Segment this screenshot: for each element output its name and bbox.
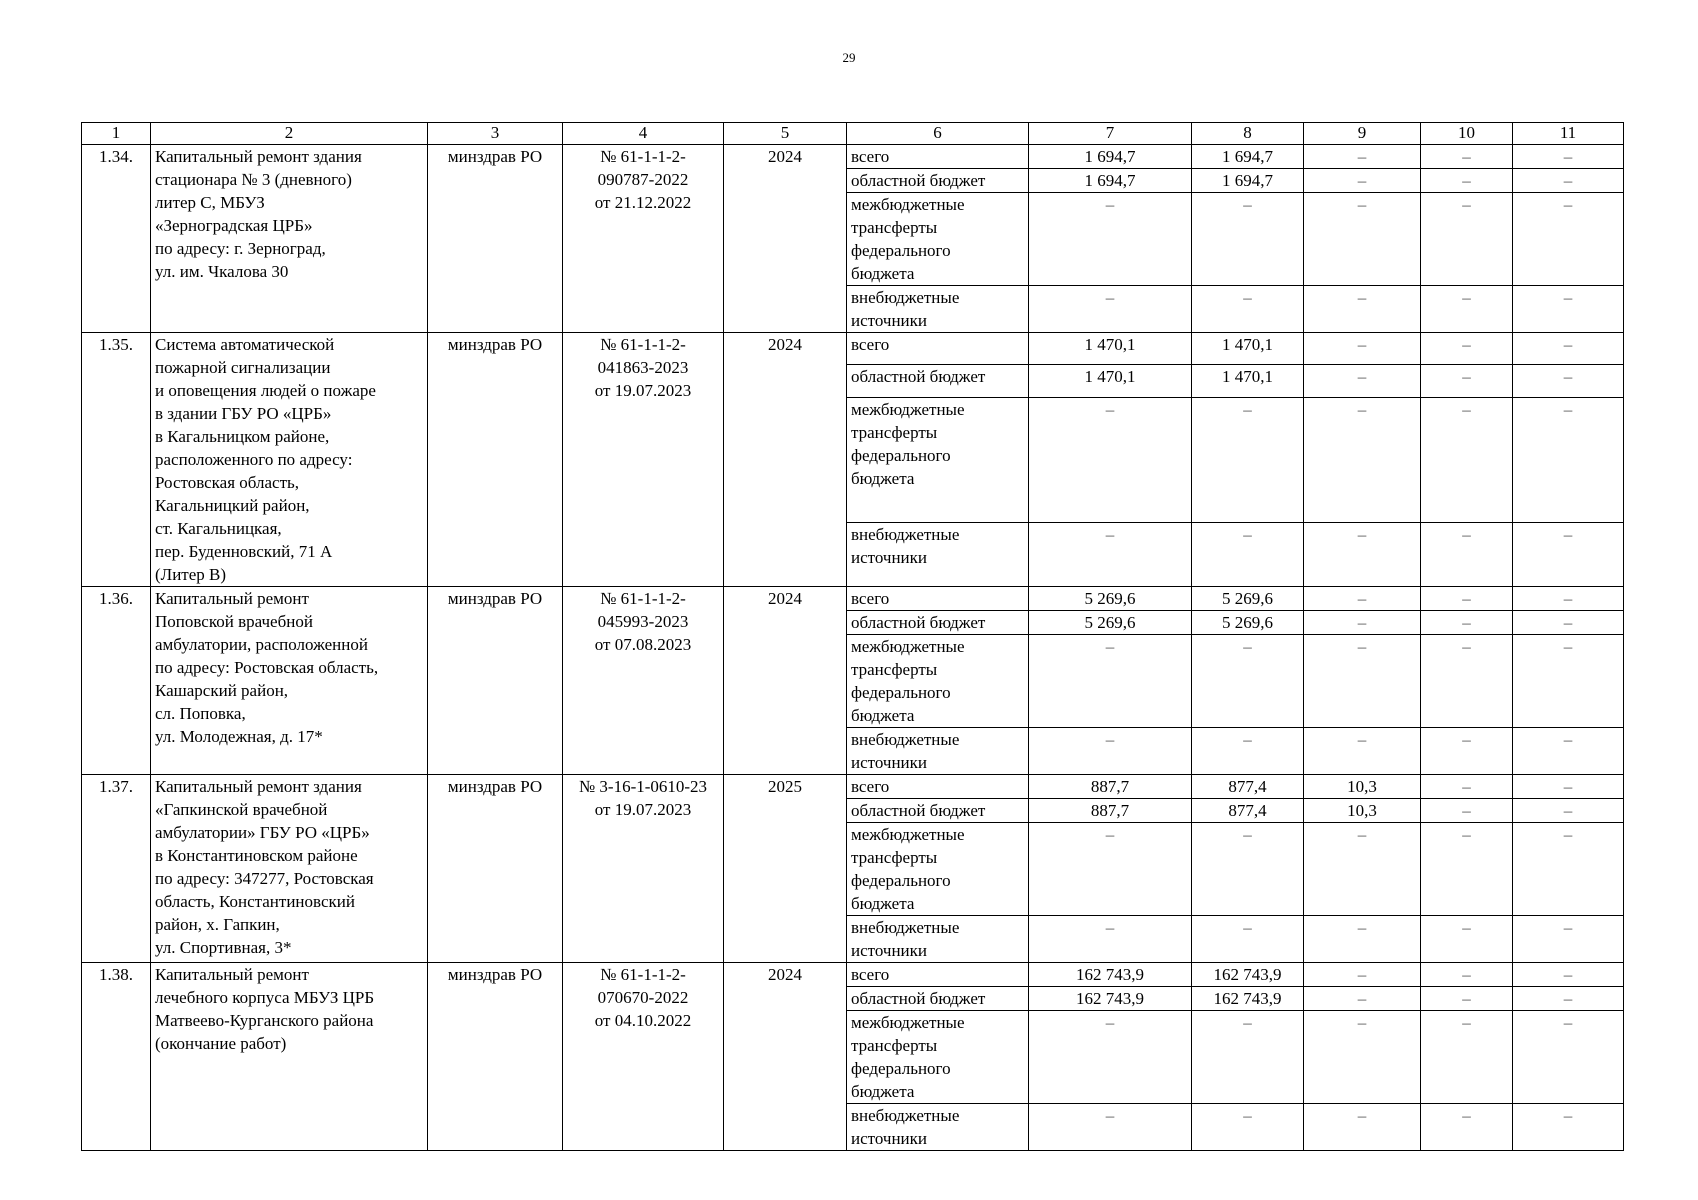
funding-source-line: бюджета xyxy=(851,468,915,488)
header-row xyxy=(82,123,1624,145)
column-header: 4 xyxy=(563,123,724,145)
funding-source xyxy=(847,169,1029,193)
amount-cell: – xyxy=(1304,1011,1421,1104)
expertise-conclusion-line: 070670-2022 xyxy=(597,988,689,1007)
completion-year: 2024 xyxy=(724,963,847,1151)
item-number: 1.35. xyxy=(82,333,151,587)
table-row xyxy=(82,775,1624,799)
amount-cell: – xyxy=(1513,365,1624,397)
item-number: 1.36. xyxy=(82,587,151,775)
table-row xyxy=(82,333,1624,365)
amount-cell: – xyxy=(1421,1011,1513,1104)
amount-cell: 162 743,9 xyxy=(1029,987,1192,1011)
amount-cell: – xyxy=(1304,286,1421,333)
funding-source xyxy=(847,397,1029,523)
funding-source xyxy=(847,963,1029,987)
expertise-conclusion-line: № 61-1-1-2- xyxy=(600,589,686,608)
amount-cell: 877,4 xyxy=(1192,799,1304,823)
funding-source-line: областной бюджет xyxy=(851,613,986,632)
amount-cell: 887,7 xyxy=(1029,799,1192,823)
funding-source-line: федерального xyxy=(851,445,951,465)
object-name-line: ул. Спортивная, 3* xyxy=(155,938,292,957)
funding-source-line: источники xyxy=(851,1129,928,1148)
expertise-conclusion xyxy=(563,587,724,775)
table-row xyxy=(82,145,1624,169)
amount-cell: – xyxy=(1029,193,1192,286)
object-name-line: Ростовская область, xyxy=(155,473,300,492)
amount-cell: – xyxy=(1421,587,1513,611)
funding-source xyxy=(847,611,1029,635)
amount-cell: – xyxy=(1513,963,1624,987)
funding-table xyxy=(81,122,1624,1151)
object-name-line: ст. Кагальницкая, xyxy=(155,519,282,538)
object-name-line: область, Константиновский xyxy=(155,892,355,911)
funding-source-line: внебюджетные xyxy=(851,288,960,307)
funding-source xyxy=(847,1104,1029,1151)
amount-cell: 1 694,7 xyxy=(1029,145,1192,169)
amount-cell: – xyxy=(1513,728,1624,775)
funding-source xyxy=(847,728,1029,775)
object-name-line: (Литер В) xyxy=(155,565,227,584)
funding-source-line: трансферты xyxy=(851,660,938,679)
amount-cell: – xyxy=(1304,916,1421,963)
object-name-line: по адресу: г. Зерноград, xyxy=(155,239,326,258)
amount-cell: – xyxy=(1421,365,1513,397)
amount-cell: – xyxy=(1192,193,1304,286)
object-name-line: Капитальный ремонт xyxy=(155,589,309,608)
funding-source-line: внебюджетные xyxy=(851,525,960,545)
funding-source-line: источники xyxy=(851,311,928,330)
amount-cell: 10,3 xyxy=(1304,775,1421,799)
object-name-line: Система автоматической xyxy=(155,335,335,354)
funding-source xyxy=(847,1011,1029,1104)
amount-cell: – xyxy=(1421,799,1513,823)
object-name-line: по адресу: Ростовская область, xyxy=(155,658,379,677)
expertise-conclusion xyxy=(563,963,724,1151)
amount-cell: – xyxy=(1029,1011,1192,1104)
amount-cell: – xyxy=(1421,728,1513,775)
amount-cell: – xyxy=(1421,775,1513,799)
funding-source xyxy=(847,193,1029,286)
amount-cell: – xyxy=(1192,823,1304,916)
amount-cell: – xyxy=(1421,145,1513,169)
object-name-line: стационара № 3 (дневного) xyxy=(155,170,352,189)
amount-cell: – xyxy=(1421,193,1513,286)
column-header: 6 xyxy=(847,123,1029,145)
funding-source-line: федерального xyxy=(851,683,951,702)
page-number: 29 xyxy=(842,50,856,65)
amount-cell: – xyxy=(1513,1104,1624,1151)
funding-source-line: межбюджетные xyxy=(851,825,965,844)
amount-cell: – xyxy=(1192,397,1304,523)
object-name-line: амбулатории, расположенной xyxy=(155,635,368,654)
amount-cell: 5 269,6 xyxy=(1192,587,1304,611)
amount-cell: – xyxy=(1513,823,1624,916)
object-name-line: амбулатории» ГБУ РО «ЦРБ» xyxy=(155,823,370,842)
funding-source xyxy=(847,823,1029,916)
expertise-conclusion-line: 090787-2022 xyxy=(597,170,689,189)
amount-cell: – xyxy=(1513,193,1624,286)
object-name-line: пожарной сигнализации xyxy=(155,358,331,377)
column-header: 5 xyxy=(724,123,847,145)
expertise-conclusion-line: 041863-2023 xyxy=(597,358,689,377)
amount-cell: – xyxy=(1513,286,1624,333)
funding-source-line: межбюджетные xyxy=(851,1013,965,1032)
funding-source-line: межбюджетные xyxy=(851,195,965,214)
object-name xyxy=(151,587,428,775)
table-row xyxy=(82,587,1624,611)
amount-cell: – xyxy=(1421,635,1513,728)
amount-cell: – xyxy=(1513,1011,1624,1104)
amount-cell: – xyxy=(1421,397,1513,523)
customer: минздрав РО xyxy=(428,963,563,1151)
column-header: 9 xyxy=(1304,123,1421,145)
amount-cell: – xyxy=(1304,587,1421,611)
expertise-conclusion-line: № 61-1-1-2- xyxy=(600,147,686,166)
funding-source xyxy=(847,286,1029,333)
amount-cell: – xyxy=(1513,333,1624,365)
amount-cell: – xyxy=(1304,523,1421,587)
funding-source-line: всего xyxy=(851,335,890,354)
amount-cell: – xyxy=(1304,365,1421,397)
customer: минздрав РО xyxy=(428,587,563,775)
funding-source xyxy=(847,523,1029,587)
object-name-line: (окончание работ) xyxy=(155,1034,287,1053)
object-name-line: пер. Буденновский, 71 А xyxy=(155,542,333,561)
completion-year: 2024 xyxy=(724,145,847,333)
column-header: 3 xyxy=(428,123,563,145)
amount-cell: – xyxy=(1304,635,1421,728)
object-name-line: Капитальный ремонт xyxy=(155,965,309,984)
amount-cell: – xyxy=(1192,916,1304,963)
column-header: 2 xyxy=(151,123,428,145)
funding-source-line: трансферты xyxy=(851,1036,938,1055)
amount-cell: – xyxy=(1421,987,1513,1011)
funding-source-line: бюджета xyxy=(851,706,915,725)
amount-cell: – xyxy=(1192,1011,1304,1104)
table-body xyxy=(82,145,1624,1151)
amount-cell: – xyxy=(1421,333,1513,365)
amount-cell: – xyxy=(1029,286,1192,333)
expertise-conclusion-line: № 3-16-1-0610-23 xyxy=(578,777,708,796)
funding-source-line: бюджета xyxy=(851,1082,915,1101)
expertise-conclusion-line: от 19.07.2023 xyxy=(594,800,692,819)
amount-cell: 1 694,7 xyxy=(1192,169,1304,193)
amount-cell: 5 269,6 xyxy=(1029,587,1192,611)
object-name-line: Капитальный ремонт здания xyxy=(155,777,362,796)
amount-cell: – xyxy=(1513,587,1624,611)
amount-cell: – xyxy=(1029,397,1192,523)
amount-cell: 162 743,9 xyxy=(1192,963,1304,987)
object-name-line: в здании ГБУ РО «ЦРБ» xyxy=(155,404,332,423)
object-name xyxy=(151,963,428,1151)
amount-cell: – xyxy=(1513,987,1624,1011)
amount-cell: – xyxy=(1421,286,1513,333)
funding-source-line: федерального xyxy=(851,1059,951,1078)
amount-cell: – xyxy=(1304,1104,1421,1151)
column-header: 8 xyxy=(1192,123,1304,145)
funding-source-line: внебюджетные xyxy=(851,1106,960,1125)
amount-cell: – xyxy=(1513,635,1624,728)
amount-cell: 5 269,6 xyxy=(1029,611,1192,635)
funding-source xyxy=(847,145,1029,169)
funding-source-line: трансферты xyxy=(851,848,938,867)
amount-cell: – xyxy=(1304,193,1421,286)
funding-source-line: областной бюджет xyxy=(851,171,986,190)
amount-cell: – xyxy=(1421,1104,1513,1151)
amount-cell: – xyxy=(1192,523,1304,587)
table-row xyxy=(82,963,1624,987)
funding-source xyxy=(847,587,1029,611)
funding-source-line: источники xyxy=(851,941,928,960)
amount-cell: 1 694,7 xyxy=(1192,145,1304,169)
amount-cell: 1 470,1 xyxy=(1192,333,1304,365)
funding-source-line: трансферты xyxy=(851,422,938,442)
amount-cell: – xyxy=(1304,611,1421,635)
funding-source-line: всего xyxy=(851,589,890,608)
funding-source-line: всего xyxy=(851,777,890,796)
object-name-line: «Гапкинской врачебной xyxy=(155,800,328,819)
amount-cell: – xyxy=(1029,916,1192,963)
object-name-line: район, х. Гапкин, xyxy=(155,915,280,934)
expertise-conclusion-line: 045993-2023 xyxy=(597,612,689,631)
amount-cell: 887,7 xyxy=(1029,775,1192,799)
amount-cell: – xyxy=(1192,1104,1304,1151)
amount-cell: – xyxy=(1513,397,1624,523)
funding-source-line: федерального xyxy=(851,241,951,260)
funding-source-line: источники xyxy=(851,753,928,772)
expertise-conclusion-line: от 19.07.2023 xyxy=(594,381,692,400)
amount-cell: – xyxy=(1421,611,1513,635)
amount-cell: – xyxy=(1304,169,1421,193)
funding-source-line: межбюджетные xyxy=(851,399,965,419)
funding-source-line: межбюджетные xyxy=(851,637,965,656)
object-name-line: и оповещения людей о пожаре xyxy=(155,381,376,400)
amount-cell: 1 694,7 xyxy=(1029,169,1192,193)
column-header: 1 xyxy=(82,123,151,145)
amount-cell: – xyxy=(1304,823,1421,916)
funding-source xyxy=(847,333,1029,365)
amount-cell: – xyxy=(1304,145,1421,169)
funding-source xyxy=(847,775,1029,799)
object-name-line: сл. Поповка, xyxy=(155,704,246,723)
object-name-line: ул. Молодежная, д. 17* xyxy=(155,727,323,746)
object-name-line: Матвеево-Курганского района xyxy=(155,1011,374,1030)
funding-source xyxy=(847,987,1029,1011)
item-number: 1.38. xyxy=(82,963,151,1151)
amount-cell: – xyxy=(1029,728,1192,775)
funding-source-line: всего xyxy=(851,147,890,166)
amount-cell: – xyxy=(1421,963,1513,987)
funding-source-line: всего xyxy=(851,965,890,984)
amount-cell: 1 470,1 xyxy=(1029,333,1192,365)
object-name-line: литер С, МБУЗ xyxy=(155,193,265,212)
object-name-line: в Кагальницком районе, xyxy=(155,427,330,446)
object-name xyxy=(151,145,428,333)
funding-source xyxy=(847,635,1029,728)
funding-source-line: областной бюджет xyxy=(851,801,986,820)
amount-cell: – xyxy=(1513,611,1624,635)
amount-cell: – xyxy=(1421,169,1513,193)
amount-cell: – xyxy=(1513,799,1624,823)
expertise-conclusion xyxy=(563,333,724,587)
amount-cell: – xyxy=(1304,397,1421,523)
amount-cell: – xyxy=(1029,523,1192,587)
amount-cell: 1 470,1 xyxy=(1029,365,1192,397)
amount-cell: 162 743,9 xyxy=(1029,963,1192,987)
amount-cell: – xyxy=(1192,286,1304,333)
column-header: 7 xyxy=(1029,123,1192,145)
expertise-conclusion-line: от 04.10.2022 xyxy=(594,1011,692,1030)
funding-source-line: бюджета xyxy=(851,264,915,283)
object-name xyxy=(151,333,428,587)
customer: минздрав РО xyxy=(428,333,563,587)
amount-cell: 877,4 xyxy=(1192,775,1304,799)
object-name xyxy=(151,775,428,963)
funding-source-line: трансферты xyxy=(851,218,938,237)
funding-source-line: источники xyxy=(851,548,928,568)
amount-cell: – xyxy=(1421,823,1513,916)
object-name-line: в Константиновском районе xyxy=(155,846,358,865)
funding-source-line: федерального xyxy=(851,871,951,890)
item-number: 1.37. xyxy=(82,775,151,963)
amount-cell: – xyxy=(1029,635,1192,728)
amount-cell: – xyxy=(1513,916,1624,963)
column-header: 10 xyxy=(1421,123,1513,145)
object-name-line: Капитальный ремонт здания xyxy=(155,147,362,166)
amount-cell: – xyxy=(1304,987,1421,1011)
object-name-line: ул. им. Чкалова 30 xyxy=(155,262,289,281)
item-number: 1.34. xyxy=(82,145,151,333)
object-name-line: «Зерноградская ЦРБ» xyxy=(155,216,313,235)
column-header: 11 xyxy=(1513,123,1624,145)
amount-cell: – xyxy=(1192,728,1304,775)
amount-cell: – xyxy=(1304,728,1421,775)
amount-cell: – xyxy=(1421,523,1513,587)
funding-source-line: внебюджетные xyxy=(851,918,960,937)
customer: минздрав РО xyxy=(428,775,563,963)
expertise-conclusion-line: № 61-1-1-2- xyxy=(600,965,686,984)
expertise-conclusion xyxy=(563,145,724,333)
object-name-line: по адресу: 347277, Ростовская xyxy=(155,869,374,888)
amount-cell: – xyxy=(1304,963,1421,987)
amount-cell: 10,3 xyxy=(1304,799,1421,823)
funding-source-line: бюджета xyxy=(851,894,915,913)
object-name-line: лечебного корпуса МБУЗ ЦРБ xyxy=(155,988,375,1007)
completion-year: 2025 xyxy=(724,775,847,963)
funding-source xyxy=(847,916,1029,963)
object-name-line: Кагальницкий район, xyxy=(155,496,310,515)
expertise-conclusion-line: от 21.12.2022 xyxy=(594,193,692,212)
completion-year: 2024 xyxy=(724,333,847,587)
expertise-conclusion-line: № 61-1-1-2- xyxy=(600,335,686,354)
funding-source-line: областной бюджет xyxy=(851,367,986,387)
amount-cell: – xyxy=(1513,169,1624,193)
funding-source xyxy=(847,365,1029,397)
amount-cell: – xyxy=(1192,635,1304,728)
amount-cell: – xyxy=(1304,333,1421,365)
amount-cell: – xyxy=(1513,523,1624,587)
object-name-line: расположенного по адресу: xyxy=(155,450,353,469)
expertise-conclusion-line: от 07.08.2023 xyxy=(594,635,692,654)
customer: минздрав РО xyxy=(428,145,563,333)
amount-cell: – xyxy=(1421,916,1513,963)
amount-cell: – xyxy=(1029,1104,1192,1151)
amount-cell: 5 269,6 xyxy=(1192,611,1304,635)
object-name-line: Кашарский район, xyxy=(155,681,289,700)
amount-cell: – xyxy=(1513,775,1624,799)
amount-cell: – xyxy=(1029,823,1192,916)
expertise-conclusion xyxy=(563,775,724,963)
amount-cell: – xyxy=(1513,145,1624,169)
amount-cell: 162 743,9 xyxy=(1192,987,1304,1011)
funding-source xyxy=(847,799,1029,823)
funding-source-line: областной бюджет xyxy=(851,989,986,1008)
object-name-line: Поповской врачебной xyxy=(155,612,313,631)
amount-cell: 1 470,1 xyxy=(1192,365,1304,397)
completion-year: 2024 xyxy=(724,587,847,775)
funding-source-line: внебюджетные xyxy=(851,730,960,749)
